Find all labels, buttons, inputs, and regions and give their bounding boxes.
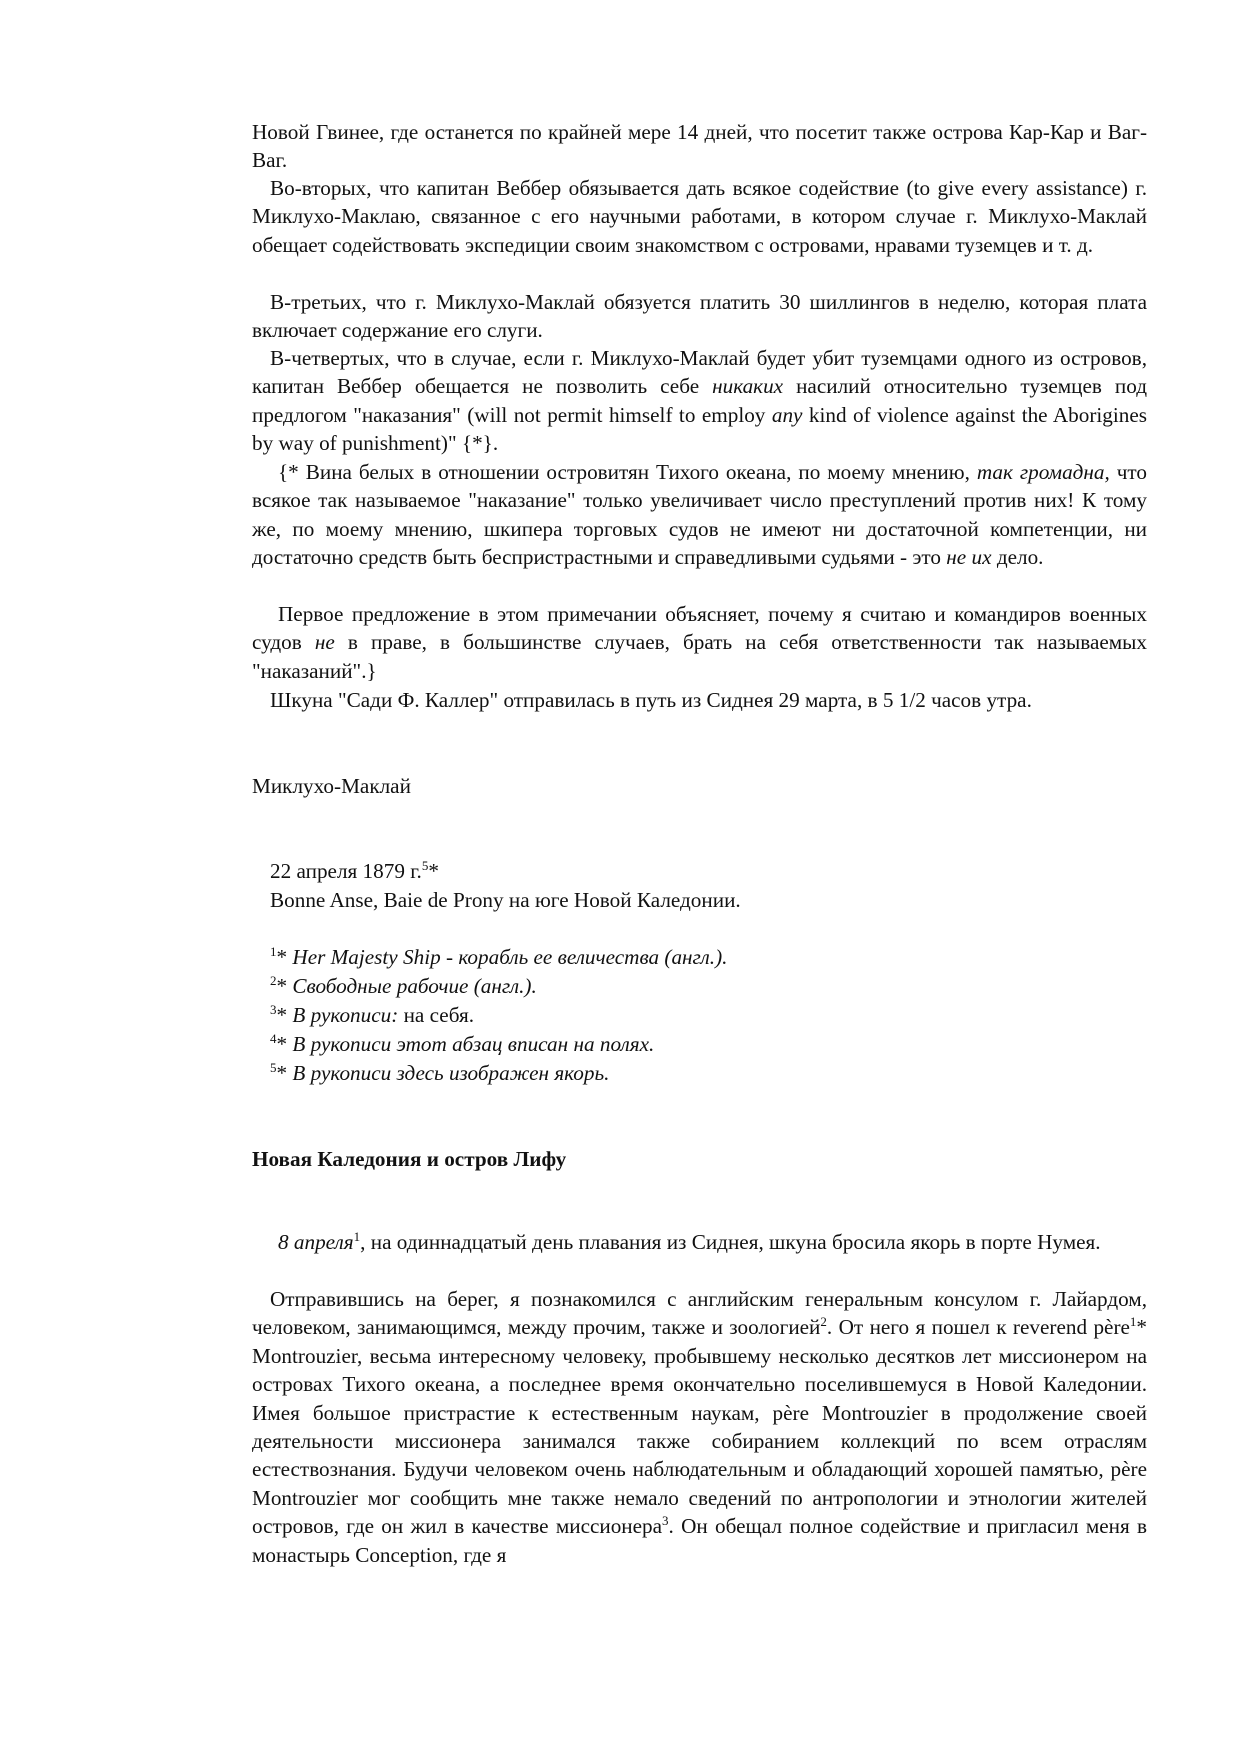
footnote-item: $^2$* Свободные рабочие (англ.). [270, 972, 537, 998]
emphasis: 8 апреля [278, 1230, 354, 1254]
emphasis: не [314, 630, 335, 655]
dateline-place: Bonne Anse, Baie de Prony на юге Новой Каледонии. [270, 888, 741, 912]
signature: Миклухо-Маклай [252, 774, 411, 798]
footnote-item: $^3$* В рукописи: на себя. [270, 1001, 474, 1027]
paragraph-author-note: {* Вина белых в отношении островитян Тихого океана, по моему мнению, так громадна, что всякое так называемое "наказание" только увеличивает число преступлений против них! К тому же, по моему мнению, шкипера торговых судов не имеют ни достаточной компетенции, ни достаточно средств быть беспристрастными и справедливыми судьями - это не их дело. [252, 460, 1148, 570]
dateline-date: 22 апреля 1879 г.$^5$* [270, 857, 439, 883]
paragraph-second-condition [252, 174, 1147, 259]
emphasis: никаких [712, 374, 784, 399]
footnote-ref: 2 [820, 1314, 827, 1330]
footnote-ref: 3 [662, 1513, 669, 1529]
paragraph-montrouzier: Отправившись на берег, я познакомился с английским генеральным консулом г. Лайардом, человеком, занимающимся, между прочим, также и зоологией$^2$. От него я пошел к reverend père$^1$* Montrouzier, весьма интересному человеку, пробывшему несколько десятков лет миссионером на островах Тихого океана, а последнее время окончательно поселившемуся в Новой Каледонии. Имея большое пристрастие к естественным наукам, père Montrouzier в продолжение своей деятельности миссионера занимался также собиранием коллекций по всем отраслям естествознания. Будучи человеком очень наблюдательным и обладающий хорошей памятью, père Montrouzier мог сообщить мне также немало сведений по антропологии и этнологии жителей островов, где он жил в качестве миссионера$^3$. Он обещал полное содействие и пригласил меня в монастырь Conception, где я [252, 1287, 1147, 1567]
footnote-item: $^5$* В рукописи здесь изображен якорь. [270, 1059, 610, 1085]
paragraph-text: Шкуна "Сади Ф. Каллер" отправилась в путь из Сиднея 29 марта, в 5 1/2 часов утра. [270, 688, 1032, 712]
paragraph-text: Во-вторых, что капитан Веббер обязывается дать всякое содействие (to give every assistance) г. Миклухо-Маклаю, связанное с его научными работами, в котором случае г. Миклухо-Маклай обещает содействовать экспедиции своим знакомством с островами, нравами туземцев и т. д. [252, 176, 1147, 257]
paragraph-departure [252, 686, 1147, 714]
paragraph-text: В-третьих, что г. Миклухо-Маклай обязуется платить 30 шиллингов в неделю, которая плата включает содержание его слуги. [252, 290, 1147, 343]
paragraph-continuation [252, 118, 1147, 175]
emphasis: any [771, 402, 803, 427]
footnote-item: $^4$* В рукописи этот абзац вписан на полях. [270, 1030, 655, 1056]
footnote-item: $^1$* Her Majesty Ship - корабль ее величества (англ.). [270, 943, 728, 969]
emphasis: так громадна, [976, 460, 1110, 484]
paragraph-fourth-condition: В-четвертых, что в случае, если г. Миклухо-Маклай будет убит туземцами одного из островов, капитан Веббер обещается не позволить себе никаких насилий относительно туземцев под предлогом "наказания" (will not permit himself to employ any kind of violence against the Aborigines by way of punishment)" {*}. [252, 346, 1148, 456]
footnote-ref: 5 [421, 857, 429, 873]
emphasis: не их [946, 545, 992, 570]
footnote-ref: 1 [353, 1228, 361, 1244]
paragraph-arrival: 8 апреля$^1$, на одиннадцатый день плавания из Сиднея, шкуна бросила якорь в порте Нумея. [278, 1228, 1101, 1254]
section-heading: Новая Каледония и остров Лифу [252, 1147, 567, 1171]
paragraph-note-continuation: Первое предложение в этом примечании объясняет, почему я считаю и командиров военных судов не в праве, в большинстве случаев, брать на себя ответственности так называемых "наказаний".} [252, 602, 1147, 683]
paragraph-text: Новой Гвинее, где останется по крайней мере 14 дней, что посетит также острова Кар-Кар и Ваг-Ваг. [252, 120, 1147, 173]
paragraph-third-condition [252, 288, 1147, 345]
footnote-ref: 1 [1129, 1314, 1137, 1330]
